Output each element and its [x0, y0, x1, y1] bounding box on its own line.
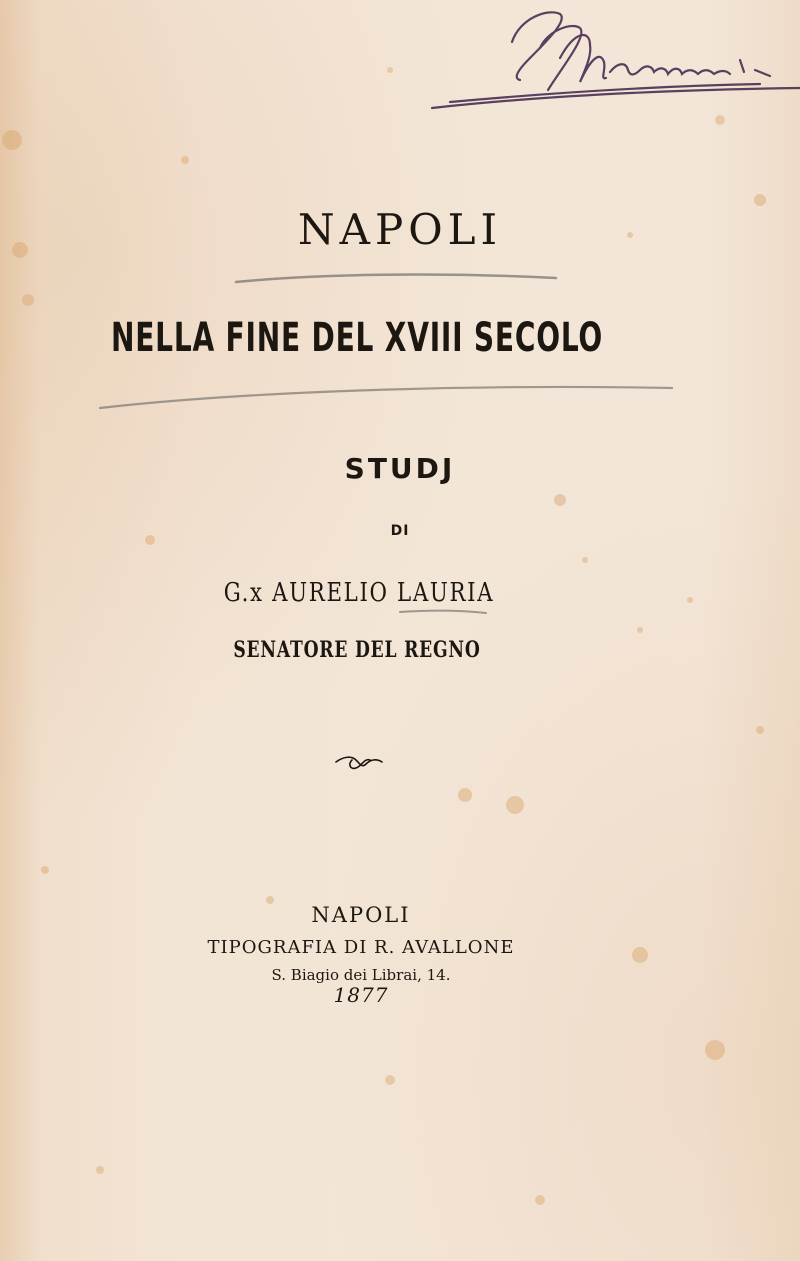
imprint-printer: TIPOGRAFIA DI R. AVALLONE: [207, 937, 515, 958]
imprint-place: NAPOLI: [311, 903, 411, 927]
author-role: SENATORE DEL REGNO: [233, 637, 481, 663]
book-title: NAPOLI: [297, 205, 503, 254]
imprint-address: S. Biagio dei Librai, 14.: [271, 966, 451, 984]
ornament-flourish: [336, 757, 382, 768]
by-label: DI: [390, 523, 410, 539]
imprint-year: 1877: [333, 983, 389, 1007]
genre-label: STUDJ: [344, 452, 456, 485]
author-name: G.x AURELIO LAURIA: [223, 578, 495, 608]
book-subtitle: NELLA FINE DEL XVIII SECOLO: [110, 315, 604, 361]
